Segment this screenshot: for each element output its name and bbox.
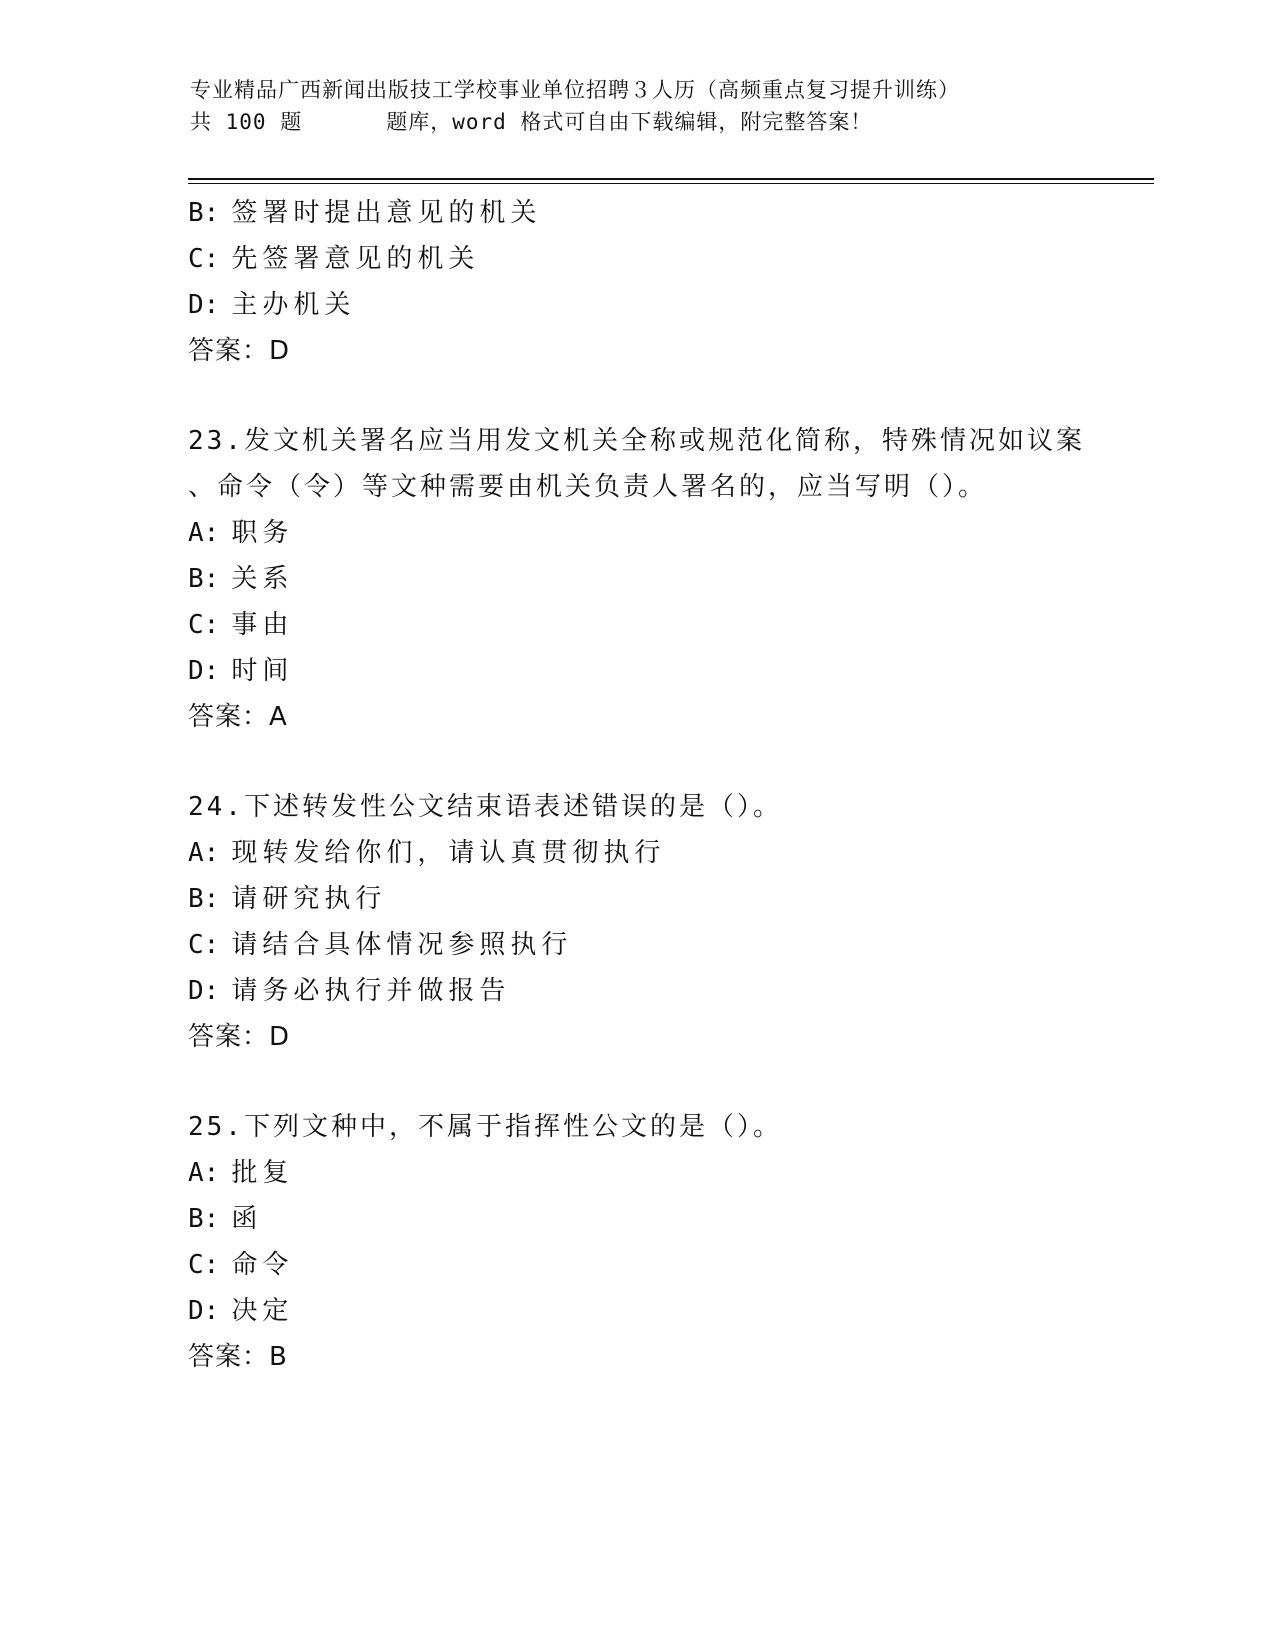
- header-description: 题库，word 格式可自由下载编辑，附完整答案！: [386, 110, 873, 134]
- option-b: [188, 1196, 1154, 1242]
- option-d: [188, 282, 1154, 328]
- question-content: [188, 190, 1154, 1380]
- answer-line: 答案：D: [188, 1022, 291, 1052]
- stem-line: 、命令（令）等文种需要由机关负责人署名的，应当写明（）。: [188, 472, 988, 502]
- option-text: 职务: [231, 518, 294, 548]
- option-a: [188, 510, 1154, 556]
- option-text: 时间: [231, 656, 294, 686]
- option-text: 主办机关: [231, 290, 356, 320]
- option-label: B:: [188, 198, 220, 228]
- option-c: [188, 602, 1154, 648]
- question-stem: [188, 784, 1154, 830]
- option-text: 批复: [231, 1158, 294, 1188]
- option-label: C:: [188, 610, 220, 640]
- header-title-line: 专业精品广西新闻出版技工学校事业单位招聘３人历（高频重点复习提升训练）: [190, 78, 960, 102]
- option-text: 请务必执行并做报告: [231, 976, 511, 1006]
- option-a: [188, 1150, 1154, 1196]
- option-c: [188, 1242, 1154, 1288]
- question-stem: [188, 418, 1154, 510]
- option-d: [188, 968, 1154, 1014]
- question-23: [188, 418, 1154, 740]
- option-label: D:: [188, 1296, 220, 1326]
- option-d: [188, 648, 1154, 694]
- stem-line: 25.下列文种中，不属于指挥性公文的是（）。: [188, 1112, 782, 1142]
- option-c: [188, 236, 1154, 282]
- option-b: [188, 190, 1154, 236]
- option-text: 现转发给你们，请认真贯彻执行: [231, 838, 666, 868]
- option-label: C:: [188, 244, 220, 274]
- option-text: 决定: [231, 1296, 294, 1326]
- option-text: 关系: [231, 564, 294, 594]
- option-label: A:: [188, 838, 220, 868]
- option-d: [188, 1288, 1154, 1334]
- option-text: 签署时提出意见的机关: [231, 198, 542, 228]
- stem-line: 23.发文机关署名应当用发文机关全称或规范化简称，特殊情况如议案: [188, 426, 1085, 456]
- header-subtitle-line: [190, 106, 1110, 138]
- option-b: [188, 876, 1154, 922]
- question-22-continued: [188, 190, 1154, 374]
- answer-line: 答案：A: [188, 702, 288, 732]
- question-stem: [188, 1104, 1154, 1150]
- option-label: C:: [188, 930, 220, 960]
- option-label: D:: [188, 976, 220, 1006]
- answer-line: 答案：D: [188, 336, 291, 366]
- option-text: 先签署意见的机关: [231, 244, 480, 274]
- option-label: A:: [188, 1158, 220, 1188]
- option-text: 命令: [231, 1250, 294, 1280]
- option-label: B:: [188, 1204, 220, 1234]
- header-divider-thick: [188, 178, 1154, 180]
- page-header: [190, 74, 1110, 138]
- option-c: [188, 922, 1154, 968]
- option-text: 请结合具体情况参照执行: [231, 930, 573, 960]
- option-text: 请研究执行: [231, 884, 387, 914]
- option-text: 事由: [231, 610, 294, 640]
- option-label: B:: [188, 884, 220, 914]
- option-label: C:: [188, 1250, 220, 1280]
- option-label: A:: [188, 518, 220, 548]
- stem-line: 24.下述转发性公文结束语表述错误的是（）。: [188, 792, 782, 822]
- header-divider-thin: [188, 183, 1154, 184]
- option-b: [188, 556, 1154, 602]
- option-label: D:: [188, 656, 220, 686]
- header-question-count: 共 100 题: [190, 110, 303, 134]
- option-a: [188, 830, 1154, 876]
- option-text: 函: [231, 1204, 263, 1234]
- answer-line: 答案：B: [188, 1342, 288, 1372]
- question-24: [188, 784, 1154, 1060]
- question-25: [188, 1104, 1154, 1380]
- option-label: D:: [188, 290, 220, 320]
- option-label: B:: [188, 564, 220, 594]
